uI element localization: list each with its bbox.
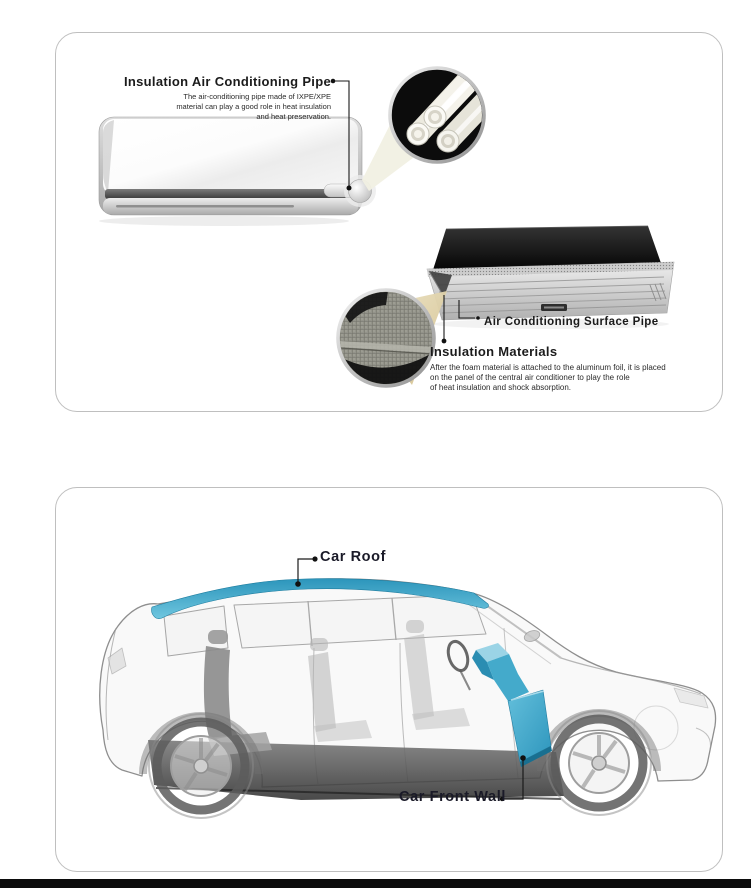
materials-callout-title: Insulation Materials [430, 344, 558, 359]
insulation-mesh-inset-icon [338, 290, 434, 386]
wall-ac-illustration [99, 117, 376, 226]
car-illustration-canvas [56, 488, 724, 873]
ceiling-ac-illustration [427, 226, 674, 329]
surface-pipe-label: Air Conditioning Surface Pipe [484, 316, 659, 328]
car-rear-wheel [143, 714, 259, 818]
car-illustration [100, 579, 716, 818]
ac-insulation-panel [55, 32, 723, 412]
pipe-desc-line-3: and heat preservation. [256, 112, 331, 121]
pipe-desc-line-2: material can play a good role in heat insulation [176, 102, 331, 111]
car-roof-label: Car Roof [320, 549, 387, 565]
materials-callout-description [430, 363, 730, 394]
materials-desc-line-2: on the panel of the central air conditioner to play the role [430, 373, 630, 383]
pipe-callout-description [96, 92, 331, 122]
pipe-callout-title: Insulation Air Conditioning Pipe [124, 74, 331, 89]
materials-desc-line-1: After the foam material is attached to the aluminum foil, it is placed [430, 363, 666, 372]
footer-bar [0, 879, 751, 888]
pipe-desc-line-1: The air-conditioning pipe made of IXPE/XPE [183, 92, 331, 101]
insulated-pipes-inset-icon [390, 66, 496, 162]
car-insulation-panel [55, 487, 723, 872]
car-front-wall-label: Car Front Wall [399, 789, 506, 805]
ac-illustration-canvas [56, 33, 724, 413]
materials-desc-line-3: of heat insulation and shock absorption. [430, 383, 571, 393]
